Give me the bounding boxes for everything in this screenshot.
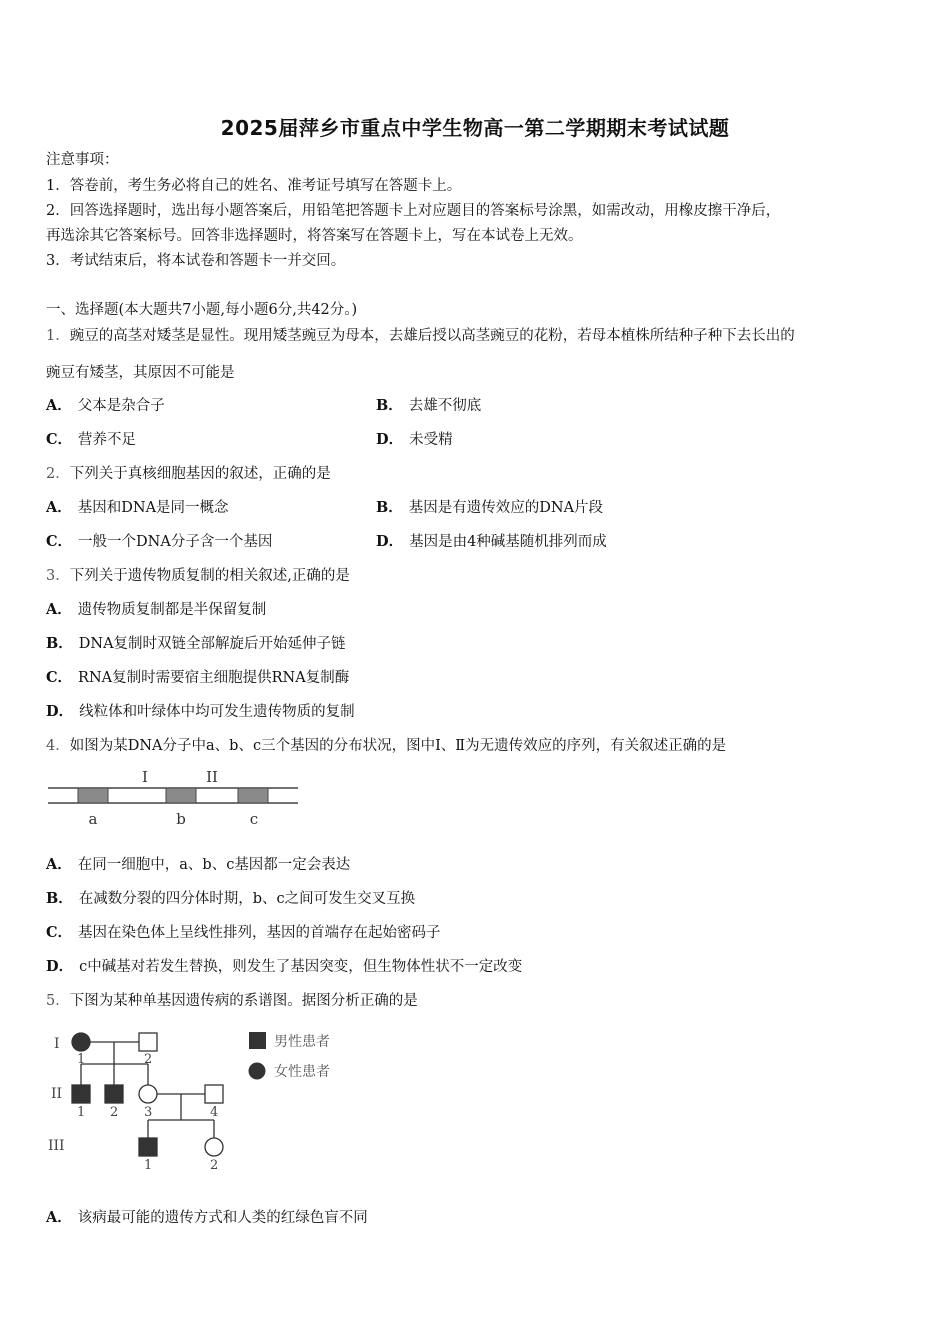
option-text: 未受精 (409, 432, 453, 448)
region-label-2: II (206, 768, 218, 786)
option-text: 去雄不彻底 (408, 398, 482, 414)
gene-label-c: c (249, 810, 259, 828)
notice-item: 再选涂其它答案标号。回答非选择题时，将答案写在答题卡上，写在本试卷上无效。 (46, 228, 583, 244)
q5-option-a[interactable] (46, 1208, 368, 1228)
option-label: D． (46, 958, 74, 975)
option-text: 基因和DNA是同一概念 (77, 500, 229, 516)
gen1-number-2: 2 (144, 1052, 153, 1067)
option-label: C． (46, 669, 73, 686)
region-label-1: I (142, 768, 148, 786)
option-label: D． (376, 533, 404, 550)
option-text: 在减数分裂的四分体时期，b、c之间可发生交叉互换 (78, 891, 416, 907)
q3-option-a[interactable] (46, 600, 266, 620)
question-text: 下列关于真核细胞基因的叙述，正确的是 (69, 466, 331, 482)
generation-label-1: I (54, 1036, 60, 1052)
gene-c-block (238, 788, 268, 803)
question-3-stem (46, 566, 350, 586)
q4-option-a[interactable] (46, 855, 350, 875)
question-2-stem (46, 464, 331, 484)
dna-gene-figure (44, 764, 304, 830)
question-text: 下列关于遗传物质复制的相关叙述,正确的是 (69, 568, 350, 584)
q4-option-d[interactable] (46, 957, 522, 977)
option-label: D． (376, 431, 404, 448)
q3-option-b[interactable] (46, 634, 346, 654)
pedigree-chart (44, 1022, 354, 1177)
gen2-number-4: 4 (210, 1105, 219, 1120)
option-text: 该病最可能的遗传方式和人类的红绿色盲不同 (77, 1210, 368, 1226)
q2-option-b[interactable] (376, 498, 603, 518)
option-text: 线粒体和叶绿体中均可发生遗传物质的复制 (79, 704, 355, 720)
gen3-number-1: 1 (144, 1158, 153, 1173)
generation-label-3: III (48, 1138, 65, 1154)
option-text: DNA复制时双链全部解旋后开始延伸子链 (78, 636, 346, 652)
option-text: 父本是杂合子 (77, 398, 165, 414)
question-text: 下图为某种单基因遗传病的系谱图。据图分析正确的是 (69, 993, 418, 1009)
gene-a-block (78, 788, 108, 803)
option-label: A． (46, 397, 72, 414)
option-text: RNA复制时需要宿主细胞提供RNA复制酶 (78, 670, 350, 686)
q2-option-a[interactable] (46, 498, 229, 518)
q1-option-d[interactable] (376, 430, 453, 450)
option-label: A． (46, 856, 72, 873)
gene-label-b: b (176, 810, 186, 828)
legend-male-affected-icon (249, 1032, 266, 1049)
option-label: B． (376, 499, 403, 516)
option-text: 基因是有遗传效应的DNA片段 (408, 500, 604, 516)
question-number: 3． (46, 568, 70, 584)
option-label: B． (46, 890, 73, 907)
option-label: C． (46, 533, 73, 550)
question-number: 2． (46, 466, 70, 482)
legend-female-label: 女性患者 (274, 1064, 330, 1080)
option-label: C． (46, 924, 73, 941)
question-number: 1． (46, 328, 70, 344)
q2-option-c[interactable] (46, 532, 272, 552)
option-text: 基因是由4种碱基随机排列而成 (409, 534, 607, 550)
option-text: 遗传物质复制都是半保留复制 (77, 602, 267, 618)
gen3-number-2: 2 (210, 1158, 219, 1173)
gen2-male-normal-4 (205, 1085, 223, 1103)
option-text: 营养不足 (78, 432, 137, 448)
question-text: 如图为某DNA分子中a、b、c三个基因的分布状况，图中Ⅰ、Ⅱ为无遗传效应的序列，有关叙述正确的是 (69, 738, 727, 754)
gene-b-block (166, 788, 196, 803)
question-1-stem-cont: 豌豆有矮茎，其原因不可能是 (46, 365, 235, 381)
question-5-stem (46, 991, 418, 1011)
gen2-female-normal-3 (139, 1085, 157, 1103)
gen2-male-affected-2 (105, 1085, 123, 1103)
option-label: B． (376, 397, 403, 414)
option-text: 基因在染色体上呈线性排列，基因的首端存在起始密码子 (78, 925, 441, 941)
gen2-number-3: 3 (144, 1105, 153, 1120)
option-label: B． (46, 635, 73, 652)
option-label: A． (46, 1209, 72, 1226)
option-label: A． (46, 499, 72, 516)
question-1-stem (46, 326, 795, 346)
q4-option-c[interactable] (46, 923, 441, 943)
generation-label-2: II (51, 1086, 63, 1102)
section-heading: 一、选择题(本大题共7小题,每小题6分,共42分。) (46, 302, 358, 318)
page-title: 2025届萍乡市重点中学生物高一第二学期期末考试试题 (220, 116, 730, 140)
q1-option-c[interactable] (46, 430, 136, 450)
notice-item: 3．考试结束后，将本试卷和答题卡一并交回。 (46, 253, 346, 269)
gen1-female-affected (72, 1033, 90, 1051)
option-text: c中碱基对若发生替换，则发生了基因突变，但生物体性状不一定改变 (79, 959, 523, 975)
q4-option-b[interactable] (46, 889, 415, 909)
q3-option-c[interactable] (46, 668, 349, 688)
notice-heading: 注意事项： (46, 152, 119, 168)
gen2-number-1: 1 (77, 1105, 86, 1120)
gen2-number-2: 2 (110, 1105, 119, 1120)
option-text: 在同一细胞中，a、b、c基因都一定会表达 (77, 857, 351, 873)
gen1-number-1: 1 (77, 1052, 86, 1067)
gen3-female-normal-2 (205, 1138, 223, 1156)
question-number: 4． (46, 738, 70, 754)
q1-option-b[interactable] (376, 396, 481, 416)
legend-male-label: 男性患者 (274, 1034, 330, 1050)
notice-item: 1．答卷前，考生务必将自己的姓名、准考证号填写在答题卡上。 (46, 178, 462, 194)
q1-option-a[interactable] (46, 396, 165, 416)
gene-label-a: a (88, 810, 98, 828)
option-label: A． (46, 601, 72, 618)
option-label: C． (46, 431, 73, 448)
gen1-male-normal (139, 1033, 157, 1051)
option-text: 一般一个DNA分子含一个基因 (78, 534, 273, 550)
option-label: D． (46, 703, 74, 720)
question-4-stem (46, 736, 726, 756)
legend-female-affected-icon (249, 1063, 266, 1080)
gen2-male-affected-1 (72, 1085, 90, 1103)
q2-option-d[interactable] (376, 532, 607, 552)
question-text: 豌豆的高茎对矮茎是显性。现用矮茎豌豆为母本，去雄后授以高茎豌豆的花粉，若母本植株所结种子种下去长出的 (69, 328, 795, 344)
notice-item: 2．回答选择题时，选出每小题答案后，用铅笔把答题卡上对应题目的答案标号涂黑，如需改动，用橡皮擦干净后， (46, 203, 781, 219)
q3-option-d[interactable] (46, 702, 355, 722)
question-number: 5． (46, 993, 70, 1009)
gen3-male-affected-1 (139, 1138, 157, 1156)
